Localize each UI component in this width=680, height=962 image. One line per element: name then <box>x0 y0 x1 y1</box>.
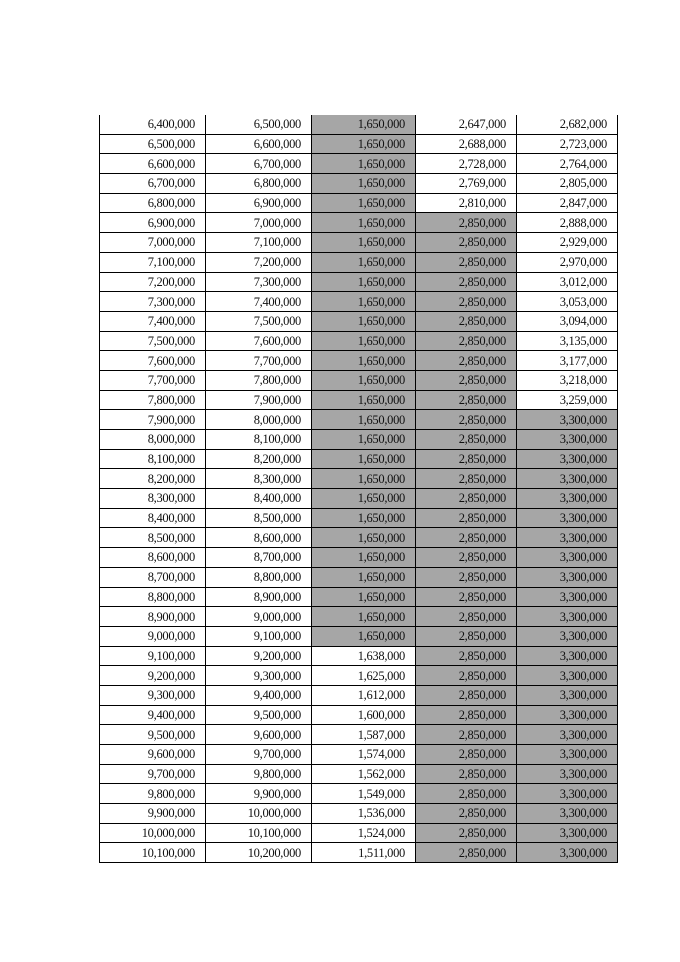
table-row <box>100 804 618 824</box>
table-cell: 2,723,000 <box>517 134 618 154</box>
table-cell: 7,400,000 <box>100 311 206 331</box>
table-cell: 3,300,000 <box>517 843 618 863</box>
table-body <box>100 115 618 863</box>
table-row <box>100 626 618 646</box>
table-cell: 7,600,000 <box>100 351 206 371</box>
table-cell: 7,700,000 <box>206 351 312 371</box>
table-cell: 3,300,000 <box>517 548 618 568</box>
table-cell: 7,100,000 <box>206 233 312 253</box>
table-row <box>100 469 618 489</box>
table-row <box>100 843 618 863</box>
table-row <box>100 823 618 843</box>
table-cell: 2,769,000 <box>416 174 517 194</box>
table-cell: 2,850,000 <box>416 508 517 528</box>
table-cell: 8,900,000 <box>100 607 206 627</box>
table-cell: 3,218,000 <box>517 370 618 390</box>
table-cell: 1,650,000 <box>312 410 416 430</box>
table-cell: 3,259,000 <box>517 390 618 410</box>
table-cell: 2,850,000 <box>416 843 517 863</box>
table-cell: 2,850,000 <box>416 252 517 272</box>
table-cell: 2,850,000 <box>416 351 517 371</box>
table-cell: 2,850,000 <box>416 607 517 627</box>
table-cell: 6,700,000 <box>100 174 206 194</box>
table-cell: 8,300,000 <box>206 469 312 489</box>
table-row <box>100 233 618 253</box>
table-cell: 2,850,000 <box>416 213 517 233</box>
table-cell: 2,847,000 <box>517 193 618 213</box>
table-cell: 2,728,000 <box>416 154 517 174</box>
table-cell: 2,850,000 <box>416 823 517 843</box>
table-cell: 1,650,000 <box>312 528 416 548</box>
table-cell: 7,500,000 <box>206 311 312 331</box>
table-cell: 9,500,000 <box>206 705 312 725</box>
table-cell: 3,053,000 <box>517 292 618 312</box>
table-cell: 7,200,000 <box>206 252 312 272</box>
table-cell: 1,650,000 <box>312 115 416 134</box>
table-cell: 1,650,000 <box>312 548 416 568</box>
table-cell: 1,650,000 <box>312 233 416 253</box>
table-row <box>100 154 618 174</box>
table-cell: 9,800,000 <box>100 784 206 804</box>
table-cell: 2,850,000 <box>416 567 517 587</box>
table-cell: 9,300,000 <box>100 685 206 705</box>
table-cell: 8,800,000 <box>206 567 312 587</box>
table-cell: 7,400,000 <box>206 292 312 312</box>
table-cell: 2,688,000 <box>416 134 517 154</box>
table-cell: 3,300,000 <box>517 410 618 430</box>
table-cell: 8,600,000 <box>100 548 206 568</box>
table-cell: 8,800,000 <box>100 587 206 607</box>
table-cell: 3,300,000 <box>517 764 618 784</box>
table-cell: 3,300,000 <box>517 607 618 627</box>
table-cell: 2,850,000 <box>416 430 517 450</box>
table-row <box>100 174 618 194</box>
table-cell: 7,800,000 <box>206 370 312 390</box>
table-cell: 1,650,000 <box>312 154 416 174</box>
table-cell: 7,000,000 <box>100 233 206 253</box>
table-cell: 1,650,000 <box>312 331 416 351</box>
table-row <box>100 351 618 371</box>
table-cell: 9,100,000 <box>206 626 312 646</box>
table-cell: 9,100,000 <box>100 646 206 666</box>
table-cell: 10,100,000 <box>206 823 312 843</box>
table-cell: 2,970,000 <box>517 252 618 272</box>
table-cell: 2,850,000 <box>416 272 517 292</box>
table-cell: 1,650,000 <box>312 607 416 627</box>
table-cell: 1,650,000 <box>312 252 416 272</box>
table-cell: 3,300,000 <box>517 430 618 450</box>
table-cell: 8,000,000 <box>206 410 312 430</box>
table-cell: 7,700,000 <box>100 370 206 390</box>
table-cell: 1,524,000 <box>312 823 416 843</box>
table-cell: 9,000,000 <box>206 607 312 627</box>
table-cell: 2,850,000 <box>416 233 517 253</box>
table-row <box>100 607 618 627</box>
table-cell: 2,764,000 <box>517 154 618 174</box>
table-cell: 1,650,000 <box>312 272 416 292</box>
table-cell: 2,850,000 <box>416 292 517 312</box>
table-cell: 3,177,000 <box>517 351 618 371</box>
table-cell: 9,400,000 <box>206 685 312 705</box>
table-cell: 1,612,000 <box>312 685 416 705</box>
table-cell: 1,574,000 <box>312 745 416 765</box>
table-cell: 2,850,000 <box>416 646 517 666</box>
table-row <box>100 292 618 312</box>
table-cell: 3,300,000 <box>517 508 618 528</box>
table-cell: 9,700,000 <box>100 764 206 784</box>
table-cell: 2,647,000 <box>416 115 517 134</box>
table-cell: 6,600,000 <box>100 154 206 174</box>
table-cell: 1,650,000 <box>312 469 416 489</box>
table-cell: 8,600,000 <box>206 528 312 548</box>
income-table <box>99 115 618 863</box>
table-cell: 8,500,000 <box>206 508 312 528</box>
table-cell: 1,587,000 <box>312 725 416 745</box>
table-cell: 3,300,000 <box>517 685 618 705</box>
table-cell: 2,850,000 <box>416 331 517 351</box>
table-cell: 1,650,000 <box>312 489 416 509</box>
table-cell: 2,850,000 <box>416 666 517 686</box>
table-cell: 2,850,000 <box>416 705 517 725</box>
table-row <box>100 134 618 154</box>
table-cell: 2,850,000 <box>416 587 517 607</box>
table-cell: 7,800,000 <box>100 390 206 410</box>
table-row <box>100 410 618 430</box>
table-row <box>100 725 618 745</box>
table-cell: 2,850,000 <box>416 745 517 765</box>
table-cell: 9,200,000 <box>206 646 312 666</box>
table-cell: 3,300,000 <box>517 567 618 587</box>
table-cell: 9,400,000 <box>100 705 206 725</box>
table-row <box>100 489 618 509</box>
table-cell: 7,300,000 <box>206 272 312 292</box>
table-cell: 10,100,000 <box>100 843 206 863</box>
table-cell: 3,300,000 <box>517 725 618 745</box>
table-cell: 9,300,000 <box>206 666 312 686</box>
table-cell: 2,850,000 <box>416 390 517 410</box>
table-row <box>100 115 618 134</box>
table-cell: 2,929,000 <box>517 233 618 253</box>
table-cell: 8,400,000 <box>100 508 206 528</box>
table-cell: 7,500,000 <box>100 331 206 351</box>
table-cell: 8,400,000 <box>206 489 312 509</box>
table-cell: 1,549,000 <box>312 784 416 804</box>
table-cell: 2,850,000 <box>416 548 517 568</box>
table-cell: 2,850,000 <box>416 725 517 745</box>
table-cell: 3,012,000 <box>517 272 618 292</box>
table-cell: 8,300,000 <box>100 489 206 509</box>
table-cell: 1,650,000 <box>312 193 416 213</box>
table-row <box>100 272 618 292</box>
table-row <box>100 252 618 272</box>
table-cell: 3,300,000 <box>517 705 618 725</box>
table-cell: 1,650,000 <box>312 311 416 331</box>
table-cell: 8,200,000 <box>206 449 312 469</box>
table-cell: 2,805,000 <box>517 174 618 194</box>
table-cell: 7,100,000 <box>100 252 206 272</box>
table-cell: 3,300,000 <box>517 646 618 666</box>
table-cell: 1,650,000 <box>312 351 416 371</box>
table-cell: 9,000,000 <box>100 626 206 646</box>
table-cell: 1,600,000 <box>312 705 416 725</box>
table-cell: 9,700,000 <box>206 745 312 765</box>
table-cell: 2,850,000 <box>416 370 517 390</box>
table-cell: 2,850,000 <box>416 311 517 331</box>
table-cell: 1,650,000 <box>312 626 416 646</box>
table-cell: 6,900,000 <box>206 193 312 213</box>
table-cell: 2,850,000 <box>416 528 517 548</box>
table-cell: 9,500,000 <box>100 725 206 745</box>
table-cell: 3,300,000 <box>517 745 618 765</box>
table-cell: 7,000,000 <box>206 213 312 233</box>
table-cell: 1,650,000 <box>312 174 416 194</box>
table-cell: 1,562,000 <box>312 764 416 784</box>
table-cell: 10,200,000 <box>206 843 312 863</box>
table-cell: 3,300,000 <box>517 449 618 469</box>
table-cell: 10,000,000 <box>206 804 312 824</box>
table-cell: 2,850,000 <box>416 685 517 705</box>
table-cell: 1,650,000 <box>312 292 416 312</box>
table-cell: 3,300,000 <box>517 784 618 804</box>
table-cell: 6,800,000 <box>206 174 312 194</box>
table-cell: 7,300,000 <box>100 292 206 312</box>
table-row <box>100 370 618 390</box>
table-row <box>100 705 618 725</box>
table-cell: 8,100,000 <box>206 430 312 450</box>
table-row <box>100 587 618 607</box>
table-row <box>100 784 618 804</box>
table-row <box>100 331 618 351</box>
table-cell: 8,200,000 <box>100 469 206 489</box>
table-cell: 7,600,000 <box>206 331 312 351</box>
table-cell: 2,850,000 <box>416 764 517 784</box>
table-cell: 9,800,000 <box>206 764 312 784</box>
table-cell: 2,850,000 <box>416 626 517 646</box>
table-row <box>100 430 618 450</box>
table-row <box>100 193 618 213</box>
table-cell: 3,300,000 <box>517 666 618 686</box>
table-cell: 8,100,000 <box>100 449 206 469</box>
table-cell: 1,511,000 <box>312 843 416 863</box>
table-cell: 6,600,000 <box>206 134 312 154</box>
table-cell: 2,850,000 <box>416 410 517 430</box>
table-cell: 6,800,000 <box>100 193 206 213</box>
table-cell: 8,500,000 <box>100 528 206 548</box>
table-cell: 1,650,000 <box>312 390 416 410</box>
table-row <box>100 548 618 568</box>
table-row <box>100 311 618 331</box>
table-cell: 6,700,000 <box>206 154 312 174</box>
table-cell: 9,600,000 <box>206 725 312 745</box>
table-cell: 9,900,000 <box>206 784 312 804</box>
table-cell: 10,000,000 <box>100 823 206 843</box>
table-row <box>100 213 618 233</box>
table-cell: 2,850,000 <box>416 784 517 804</box>
table-cell: 2,850,000 <box>416 469 517 489</box>
table-cell: 2,850,000 <box>416 449 517 469</box>
table-cell: 8,700,000 <box>206 548 312 568</box>
table-cell: 3,135,000 <box>517 331 618 351</box>
table-cell: 3,300,000 <box>517 528 618 548</box>
table-cell: 3,300,000 <box>517 823 618 843</box>
table-row <box>100 449 618 469</box>
table-cell: 8,000,000 <box>100 430 206 450</box>
table-row <box>100 390 618 410</box>
table-cell: 8,700,000 <box>100 567 206 587</box>
table-row <box>100 528 618 548</box>
table-cell: 9,200,000 <box>100 666 206 686</box>
table-cell: 1,650,000 <box>312 134 416 154</box>
table-cell: 7,900,000 <box>100 410 206 430</box>
table-cell: 2,682,000 <box>517 115 618 134</box>
table-cell: 1,650,000 <box>312 430 416 450</box>
table-cell: 3,300,000 <box>517 804 618 824</box>
table-cell: 3,300,000 <box>517 489 618 509</box>
table-cell: 9,900,000 <box>100 804 206 824</box>
table-cell: 3,094,000 <box>517 311 618 331</box>
table-cell: 2,850,000 <box>416 804 517 824</box>
table-row <box>100 764 618 784</box>
table-cell: 2,810,000 <box>416 193 517 213</box>
table-cell: 1,650,000 <box>312 449 416 469</box>
table-cell: 2,888,000 <box>517 213 618 233</box>
table-cell: 8,900,000 <box>206 587 312 607</box>
table-cell: 1,650,000 <box>312 587 416 607</box>
table-cell: 6,400,000 <box>100 115 206 134</box>
table-cell: 2,850,000 <box>416 489 517 509</box>
table-cell: 1,650,000 <box>312 508 416 528</box>
table-row <box>100 508 618 528</box>
table-row <box>100 646 618 666</box>
table-cell: 1,650,000 <box>312 370 416 390</box>
table-cell: 3,300,000 <box>517 587 618 607</box>
table-cell: 6,500,000 <box>206 115 312 134</box>
table-cell: 3,300,000 <box>517 469 618 489</box>
table-cell: 7,200,000 <box>100 272 206 292</box>
table-cell: 6,900,000 <box>100 213 206 233</box>
table-cell: 1,638,000 <box>312 646 416 666</box>
table-row <box>100 567 618 587</box>
table-cell: 9,600,000 <box>100 745 206 765</box>
table-cell: 3,300,000 <box>517 626 618 646</box>
table-cell: 1,625,000 <box>312 666 416 686</box>
table-cell: 6,500,000 <box>100 134 206 154</box>
table-cell: 1,650,000 <box>312 567 416 587</box>
table-cell: 1,536,000 <box>312 804 416 824</box>
table-cell: 1,650,000 <box>312 213 416 233</box>
table-row <box>100 685 618 705</box>
table-row <box>100 745 618 765</box>
table-cell: 7,900,000 <box>206 390 312 410</box>
table-row <box>100 666 618 686</box>
